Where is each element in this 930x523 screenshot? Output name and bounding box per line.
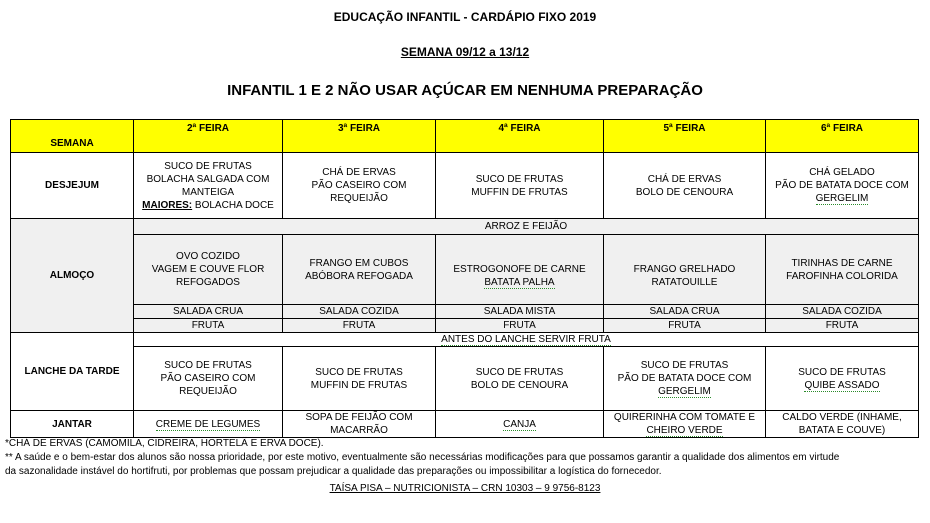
desjejum-tue: [283, 153, 436, 219]
menu-line: PÃO DE BATATA DOCE COM: [775, 180, 909, 191]
menu-line: MUFFIN DE FRUTAS: [471, 186, 568, 198]
almoco-wed: [436, 235, 604, 305]
menu-line: SUCO DE FRUTAS: [315, 366, 403, 378]
salad-mon: SALADA CRUA: [134, 305, 283, 319]
salad-fri: SALADA COZIDA: [766, 305, 919, 319]
jantar-wed: [436, 411, 604, 438]
nutritionist-signature: TAÍSA PISA – NUTRICIONISTA – CRN 10303 – 9 9756-8123: [329, 483, 601, 494]
fruit-wed: FRUTA: [436, 319, 604, 333]
lanche-shared: ANTES DO LANCHE SERVIR FRUTA: [134, 333, 919, 347]
menu-line: BOLO DE CENOURA: [470, 379, 569, 391]
almoco-fri: [766, 235, 919, 305]
col-header-thu: 5ª FEIRA: [604, 120, 766, 153]
menu-table: [10, 119, 919, 438]
menu-line: MANTEIGA: [181, 186, 235, 198]
menu-line: CHÁ DE ERVAS: [322, 167, 396, 178]
almoco-main-row: [11, 235, 919, 305]
almoco-thu: [604, 235, 766, 305]
menu-line: MUFFIN DE FRUTAS: [310, 379, 408, 391]
older-kids-item: BOLACHA DOCE: [192, 199, 274, 211]
menu-line: SUCO DE FRUTAS: [164, 360, 252, 371]
footnote-disclaimer-line2: da sazonalidade instável do hortifruti, por problemas que possam prejudicar a qualidade das preparações ou impossibilitar a logística do fornecedor.: [5, 466, 662, 477]
meal-label-jantar: JANTAR: [11, 411, 134, 438]
lanche-mon: [134, 347, 283, 411]
col-header-mon: 2ª FEIRA: [134, 120, 283, 153]
menu-line: [136, 199, 280, 212]
menu-line: PÃO CASEIRO COM REQUEIJÃO: [160, 373, 256, 397]
lanche-thu: [604, 347, 766, 411]
menu-line: REFOGADOS: [176, 277, 240, 288]
jantar-fri: [766, 411, 919, 438]
menu-line: RATATOUILLE: [651, 276, 718, 288]
meal-label-desjejum: DESJEJUM: [11, 153, 134, 219]
menu-line: VAGEM E COUVE FLOR: [151, 264, 265, 275]
menu-line: BATATA E COUVE): [798, 425, 886, 436]
footnote-disclaimer-line1: ** A saúde e o bem-estar dos alunos são nossa prioridade, por este motivo, eventualmente são necessárias modificações para que possamos garantir a qualidade dos alimentos em virtude: [5, 452, 840, 463]
menu-line: MACARRÃO: [330, 425, 388, 436]
desjejum-mon: [134, 153, 283, 219]
almoco-fruit-row: [11, 319, 919, 333]
menu-line: PÃO CASEIRO COM REQUEIJÃO: [311, 180, 407, 204]
lanche-tue: [283, 347, 436, 411]
menu-line: ESTROGONOFE DE CARNE: [453, 263, 586, 275]
document-title: EDUCAÇÃO INFANTIL - CARDÁPIO FIXO 2019: [333, 10, 597, 24]
menu-line: CHÁ GELADO: [809, 167, 875, 178]
col-header-semana: SEMANA: [11, 120, 134, 153]
jantar-tue: [283, 411, 436, 438]
menu-line: SUCO DE FRUTAS: [164, 160, 252, 172]
meal-label-lanche: LANCHE DA TARDE: [11, 333, 134, 411]
menu-line: GERGELIM: [815, 193, 869, 204]
almoco-shared-row: [11, 219, 919, 235]
menu-line: CHEIRO VERDE: [646, 425, 723, 436]
jantar-row: [11, 411, 919, 438]
menu-line: QUIBE ASSADO: [804, 379, 880, 391]
desjejum-fri: [766, 153, 919, 219]
lanche-main-row: [11, 347, 919, 411]
col-header-fri: 6ª FEIRA: [766, 120, 919, 153]
menu-line: FAROFINHA COLORIDA: [786, 270, 898, 282]
meal-label-almoco: ALMOÇO: [11, 219, 134, 333]
menu-line: GERGELIM: [658, 386, 711, 397]
col-header-tue: 3ª FEIRA: [283, 120, 436, 153]
lanche-fri: [766, 347, 919, 411]
almoco-shared: ARROZ E FEIJÃO: [134, 219, 919, 235]
menu-line: CANJA: [503, 418, 536, 430]
menu-line: CALDO VERDE (INHAME,: [782, 412, 902, 423]
fruit-tue: FRUTA: [283, 319, 436, 333]
lanche-wed: [436, 347, 604, 411]
desjejum-wed: [436, 153, 604, 219]
sugar-warning: INFANTIL 1 E 2 NÃO USAR AÇÚCAR EM NENHUMA PREPARAÇÃO: [227, 82, 703, 99]
desjejum-thu: [604, 153, 766, 219]
menu-line: BATATA PALHA: [484, 276, 555, 288]
salad-thu: SALADA CRUA: [604, 305, 766, 319]
menu-line: ABÓBORA REFOGADA: [305, 270, 413, 282]
salad-tue: SALADA COZIDA: [283, 305, 436, 319]
menu-line: SUCO DE FRUTAS: [475, 366, 564, 378]
desjejum-row: [11, 153, 919, 219]
week-range: SEMANA 09/12 a 13/12: [400, 45, 530, 59]
menu-line: SUCO DE FRUTAS: [475, 173, 564, 185]
almoco-mon: [134, 235, 283, 305]
col-header-wed: 4ª FEIRA: [436, 120, 604, 153]
menu-line: CREME DE LEGUMES: [155, 418, 261, 430]
footnote-herbal-tea: *CHÁ DE ERVAS (CAMOMILA, CIDREIRA, HORTELÃ E ERVA DOCE).: [5, 438, 324, 449]
menu-line: BOLACHA SALGADA COM: [146, 173, 270, 185]
menu-line: OVO COZIDO: [176, 251, 240, 262]
menu-line: FRANGO EM CUBOS: [309, 257, 409, 269]
jantar-mon: [134, 411, 283, 438]
fruit-thu: FRUTA: [604, 319, 766, 333]
fruit-mon: FRUTA: [134, 319, 283, 333]
menu-line: FRANGO GRELHADO: [633, 263, 736, 275]
menu-line: SUCO DE FRUTAS: [798, 366, 886, 378]
older-kids-label: MAIORES:: [142, 199, 193, 211]
menu-line: QUIRERINHA COM TOMATE E: [613, 412, 756, 423]
menu-line: CHÁ DE ERVAS: [647, 173, 722, 185]
almoco-salad-row: [11, 305, 919, 319]
menu-line: TIRINHAS DE CARNE: [791, 257, 893, 269]
menu-line: PÃO DE BATATA DOCE COM: [617, 373, 752, 384]
menu-line: SUCO DE FRUTAS: [640, 360, 729, 371]
menu-line: SOPA DE FEIJÃO COM: [305, 412, 413, 423]
jantar-thu: [604, 411, 766, 438]
salad-wed: SALADA MISTA: [436, 305, 604, 319]
almoco-tue: [283, 235, 436, 305]
header-row: [11, 120, 919, 153]
lanche-shared-row: [11, 333, 919, 347]
menu-line: BOLO DE CENOURA: [635, 186, 734, 198]
fruit-fri: FRUTA: [766, 319, 919, 333]
